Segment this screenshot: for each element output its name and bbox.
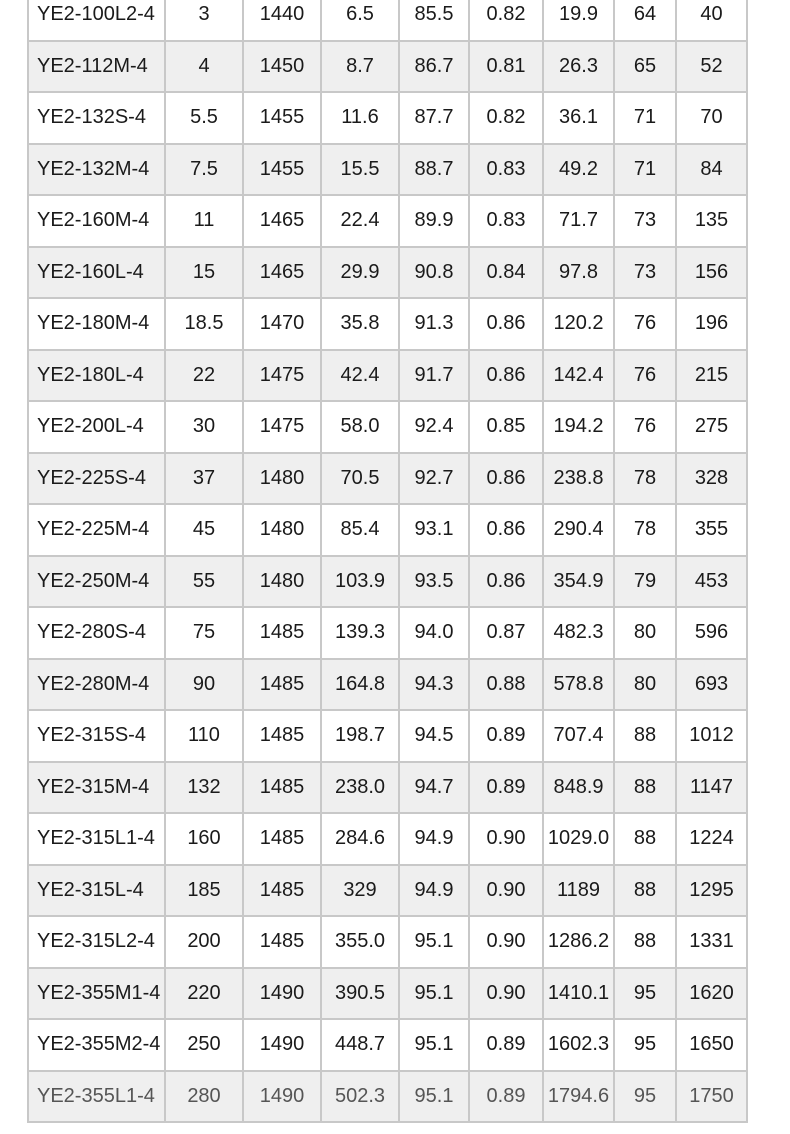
table-row — [28, 350, 747, 402]
power-factor-cell: 0.87 — [469, 607, 543, 659]
power-factor-cell: 0.89 — [469, 1019, 543, 1071]
power-cell: 7.5 — [165, 144, 243, 196]
torque-cell: 36.1 — [543, 92, 614, 144]
model-cell: YE2-132M-4 — [28, 144, 165, 196]
weight-cell: 275 — [676, 401, 747, 453]
table-row — [28, 247, 747, 299]
efficiency-cell: 94.5 — [399, 710, 469, 762]
weight-cell: 693 — [676, 659, 747, 711]
noise-cell: 88 — [614, 710, 676, 762]
table-row — [28, 813, 747, 865]
power-cell: 15 — [165, 247, 243, 299]
current-cell: 355.0 — [321, 916, 399, 968]
efficiency-cell: 93.1 — [399, 504, 469, 556]
noise-cell: 76 — [614, 401, 676, 453]
torque-cell: 238.8 — [543, 453, 614, 505]
power-cell: 220 — [165, 968, 243, 1020]
model-cell: YE2-315L2-4 — [28, 916, 165, 968]
noise-cell: 95 — [614, 968, 676, 1020]
noise-cell: 88 — [614, 762, 676, 814]
power-factor-cell: 0.88 — [469, 659, 543, 711]
model-cell: YE2-132S-4 — [28, 92, 165, 144]
power-cell: 3 — [165, 0, 243, 41]
motor-spec-table — [27, 0, 748, 1123]
weight-cell: 1295 — [676, 865, 747, 917]
power-factor-cell: 0.89 — [469, 1071, 543, 1123]
efficiency-cell: 94.9 — [399, 813, 469, 865]
current-cell: 390.5 — [321, 968, 399, 1020]
efficiency-cell: 89.9 — [399, 195, 469, 247]
weight-cell: 196 — [676, 298, 747, 350]
noise-cell: 78 — [614, 453, 676, 505]
table-row — [28, 298, 747, 350]
current-cell: 284.6 — [321, 813, 399, 865]
weight-cell: 1620 — [676, 968, 747, 1020]
power-cell: 200 — [165, 916, 243, 968]
noise-cell: 65 — [614, 41, 676, 93]
current-cell: 198.7 — [321, 710, 399, 762]
current-cell: 103.9 — [321, 556, 399, 608]
current-cell: 329 — [321, 865, 399, 917]
power-cell: 250 — [165, 1019, 243, 1071]
torque-cell: 97.8 — [543, 247, 614, 299]
power-factor-cell: 0.82 — [469, 92, 543, 144]
noise-cell: 88 — [614, 916, 676, 968]
current-cell: 11.6 — [321, 92, 399, 144]
power-cell: 55 — [165, 556, 243, 608]
noise-cell: 64 — [614, 0, 676, 41]
speed-cell: 1480 — [243, 453, 321, 505]
power-factor-cell: 0.90 — [469, 813, 543, 865]
table-row — [28, 1071, 747, 1123]
current-cell: 22.4 — [321, 195, 399, 247]
speed-cell: 1490 — [243, 1071, 321, 1123]
efficiency-cell: 87.7 — [399, 92, 469, 144]
efficiency-cell: 88.7 — [399, 144, 469, 196]
weight-cell: 1650 — [676, 1019, 747, 1071]
table-row — [28, 92, 747, 144]
speed-cell: 1485 — [243, 762, 321, 814]
model-cell: YE2-250M-4 — [28, 556, 165, 608]
power-cell: 45 — [165, 504, 243, 556]
efficiency-cell: 94.9 — [399, 865, 469, 917]
efficiency-cell: 91.3 — [399, 298, 469, 350]
torque-cell: 354.9 — [543, 556, 614, 608]
power-factor-cell: 0.84 — [469, 247, 543, 299]
model-cell: YE2-200L-4 — [28, 401, 165, 453]
weight-cell: 1224 — [676, 813, 747, 865]
torque-cell: 848.9 — [543, 762, 614, 814]
weight-cell: 156 — [676, 247, 747, 299]
current-cell: 238.0 — [321, 762, 399, 814]
table-row — [28, 710, 747, 762]
power-factor-cell: 0.89 — [469, 762, 543, 814]
power-factor-cell: 0.83 — [469, 195, 543, 247]
weight-cell: 135 — [676, 195, 747, 247]
weight-cell: 596 — [676, 607, 747, 659]
noise-cell: 88 — [614, 865, 676, 917]
model-cell: YE2-315M-4 — [28, 762, 165, 814]
torque-cell: 1794.6 — [543, 1071, 614, 1123]
power-factor-cell: 0.85 — [469, 401, 543, 453]
table-row — [28, 607, 747, 659]
speed-cell: 1485 — [243, 659, 321, 711]
speed-cell: 1470 — [243, 298, 321, 350]
noise-cell: 71 — [614, 92, 676, 144]
torque-cell: 482.3 — [543, 607, 614, 659]
table-row — [28, 968, 747, 1020]
torque-cell: 578.8 — [543, 659, 614, 711]
power-cell: 30 — [165, 401, 243, 453]
table-row — [28, 0, 747, 41]
noise-cell: 78 — [614, 504, 676, 556]
table-row — [28, 865, 747, 917]
power-factor-cell: 0.90 — [469, 865, 543, 917]
model-cell: YE2-225M-4 — [28, 504, 165, 556]
current-cell: 35.8 — [321, 298, 399, 350]
speed-cell: 1465 — [243, 195, 321, 247]
efficiency-cell: 94.0 — [399, 607, 469, 659]
model-cell: YE2-160L-4 — [28, 247, 165, 299]
power-factor-cell: 0.89 — [469, 710, 543, 762]
speed-cell: 1485 — [243, 710, 321, 762]
current-cell: 15.5 — [321, 144, 399, 196]
current-cell: 448.7 — [321, 1019, 399, 1071]
weight-cell: 40 — [676, 0, 747, 41]
torque-cell: 290.4 — [543, 504, 614, 556]
power-cell: 37 — [165, 453, 243, 505]
table-row — [28, 453, 747, 505]
efficiency-cell: 86.7 — [399, 41, 469, 93]
table-row — [28, 916, 747, 968]
efficiency-cell: 95.1 — [399, 968, 469, 1020]
current-cell: 6.5 — [321, 0, 399, 41]
power-factor-cell: 0.90 — [469, 968, 543, 1020]
torque-cell: 71.7 — [543, 195, 614, 247]
power-cell: 18.5 — [165, 298, 243, 350]
speed-cell: 1455 — [243, 92, 321, 144]
torque-cell: 1602.3 — [543, 1019, 614, 1071]
speed-cell: 1455 — [243, 144, 321, 196]
noise-cell: 79 — [614, 556, 676, 608]
torque-cell: 194.2 — [543, 401, 614, 453]
power-factor-cell: 0.86 — [469, 298, 543, 350]
weight-cell: 215 — [676, 350, 747, 402]
noise-cell: 95 — [614, 1019, 676, 1071]
model-cell: YE2-355M1-4 — [28, 968, 165, 1020]
current-cell: 58.0 — [321, 401, 399, 453]
power-cell: 132 — [165, 762, 243, 814]
model-cell: YE2-280S-4 — [28, 607, 165, 659]
efficiency-cell: 90.8 — [399, 247, 469, 299]
model-cell: YE2-160M-4 — [28, 195, 165, 247]
speed-cell: 1485 — [243, 607, 321, 659]
noise-cell: 95 — [614, 1071, 676, 1123]
current-cell: 502.3 — [321, 1071, 399, 1123]
speed-cell: 1485 — [243, 916, 321, 968]
speed-cell: 1485 — [243, 813, 321, 865]
current-cell: 70.5 — [321, 453, 399, 505]
model-cell: YE2-355M2-4 — [28, 1019, 165, 1071]
noise-cell: 71 — [614, 144, 676, 196]
table-row — [28, 144, 747, 196]
torque-cell: 1410.1 — [543, 968, 614, 1020]
power-factor-cell: 0.86 — [469, 350, 543, 402]
efficiency-cell: 94.3 — [399, 659, 469, 711]
efficiency-cell: 92.7 — [399, 453, 469, 505]
model-cell: YE2-180L-4 — [28, 350, 165, 402]
power-cell: 110 — [165, 710, 243, 762]
table-row — [28, 195, 747, 247]
speed-cell: 1475 — [243, 350, 321, 402]
table-row — [28, 556, 747, 608]
power-cell: 160 — [165, 813, 243, 865]
power-cell: 5.5 — [165, 92, 243, 144]
speed-cell: 1440 — [243, 0, 321, 41]
table-row — [28, 762, 747, 814]
current-cell: 85.4 — [321, 504, 399, 556]
table-row — [28, 504, 747, 556]
speed-cell: 1480 — [243, 556, 321, 608]
model-cell: YE2-355L1-4 — [28, 1071, 165, 1123]
weight-cell: 70 — [676, 92, 747, 144]
current-cell: 164.8 — [321, 659, 399, 711]
table-row — [28, 1019, 747, 1071]
efficiency-cell: 93.5 — [399, 556, 469, 608]
table-row — [28, 401, 747, 453]
weight-cell: 84 — [676, 144, 747, 196]
speed-cell: 1490 — [243, 968, 321, 1020]
model-cell: YE2-315L1-4 — [28, 813, 165, 865]
noise-cell: 76 — [614, 298, 676, 350]
power-factor-cell: 0.83 — [469, 144, 543, 196]
current-cell: 29.9 — [321, 247, 399, 299]
model-cell: YE2-180M-4 — [28, 298, 165, 350]
efficiency-cell: 95.1 — [399, 1071, 469, 1123]
weight-cell: 1331 — [676, 916, 747, 968]
power-cell: 22 — [165, 350, 243, 402]
efficiency-cell: 95.1 — [399, 1019, 469, 1071]
power-cell: 280 — [165, 1071, 243, 1123]
power-factor-cell: 0.86 — [469, 556, 543, 608]
noise-cell: 80 — [614, 659, 676, 711]
power-cell: 75 — [165, 607, 243, 659]
weight-cell: 52 — [676, 41, 747, 93]
torque-cell: 26.3 — [543, 41, 614, 93]
torque-cell: 1286.2 — [543, 916, 614, 968]
table-row — [28, 41, 747, 93]
efficiency-cell: 94.7 — [399, 762, 469, 814]
noise-cell: 73 — [614, 195, 676, 247]
speed-cell: 1480 — [243, 504, 321, 556]
speed-cell: 1465 — [243, 247, 321, 299]
torque-cell: 142.4 — [543, 350, 614, 402]
power-factor-cell: 0.86 — [469, 453, 543, 505]
efficiency-cell: 85.5 — [399, 0, 469, 41]
power-factor-cell: 0.90 — [469, 916, 543, 968]
weight-cell: 453 — [676, 556, 747, 608]
power-cell: 185 — [165, 865, 243, 917]
power-factor-cell: 0.81 — [469, 41, 543, 93]
power-cell: 4 — [165, 41, 243, 93]
current-cell: 139.3 — [321, 607, 399, 659]
model-cell: YE2-280M-4 — [28, 659, 165, 711]
current-cell: 8.7 — [321, 41, 399, 93]
torque-cell: 707.4 — [543, 710, 614, 762]
efficiency-cell: 95.1 — [399, 916, 469, 968]
torque-cell: 49.2 — [543, 144, 614, 196]
power-cell: 11 — [165, 195, 243, 247]
weight-cell: 328 — [676, 453, 747, 505]
speed-cell: 1450 — [243, 41, 321, 93]
torque-cell: 1029.0 — [543, 813, 614, 865]
weight-cell: 1750 — [676, 1071, 747, 1123]
speed-cell: 1485 — [243, 865, 321, 917]
model-cell: YE2-112M-4 — [28, 41, 165, 93]
weight-cell: 1147 — [676, 762, 747, 814]
weight-cell: 355 — [676, 504, 747, 556]
weight-cell: 1012 — [676, 710, 747, 762]
power-cell: 90 — [165, 659, 243, 711]
efficiency-cell: 92.4 — [399, 401, 469, 453]
power-factor-cell: 0.86 — [469, 504, 543, 556]
speed-cell: 1490 — [243, 1019, 321, 1071]
noise-cell: 80 — [614, 607, 676, 659]
noise-cell: 73 — [614, 247, 676, 299]
model-cell: YE2-315S-4 — [28, 710, 165, 762]
model-cell: YE2-315L-4 — [28, 865, 165, 917]
model-cell: YE2-100L2-4 — [28, 0, 165, 41]
torque-cell: 19.9 — [543, 0, 614, 41]
table-row — [28, 659, 747, 711]
current-cell: 42.4 — [321, 350, 399, 402]
power-factor-cell: 0.82 — [469, 0, 543, 41]
noise-cell: 88 — [614, 813, 676, 865]
table-body — [28, 0, 747, 1122]
model-cell: YE2-225S-4 — [28, 453, 165, 505]
torque-cell: 1189 — [543, 865, 614, 917]
torque-cell: 120.2 — [543, 298, 614, 350]
efficiency-cell: 91.7 — [399, 350, 469, 402]
noise-cell: 76 — [614, 350, 676, 402]
spec-table-container — [27, 0, 748, 1123]
speed-cell: 1475 — [243, 401, 321, 453]
